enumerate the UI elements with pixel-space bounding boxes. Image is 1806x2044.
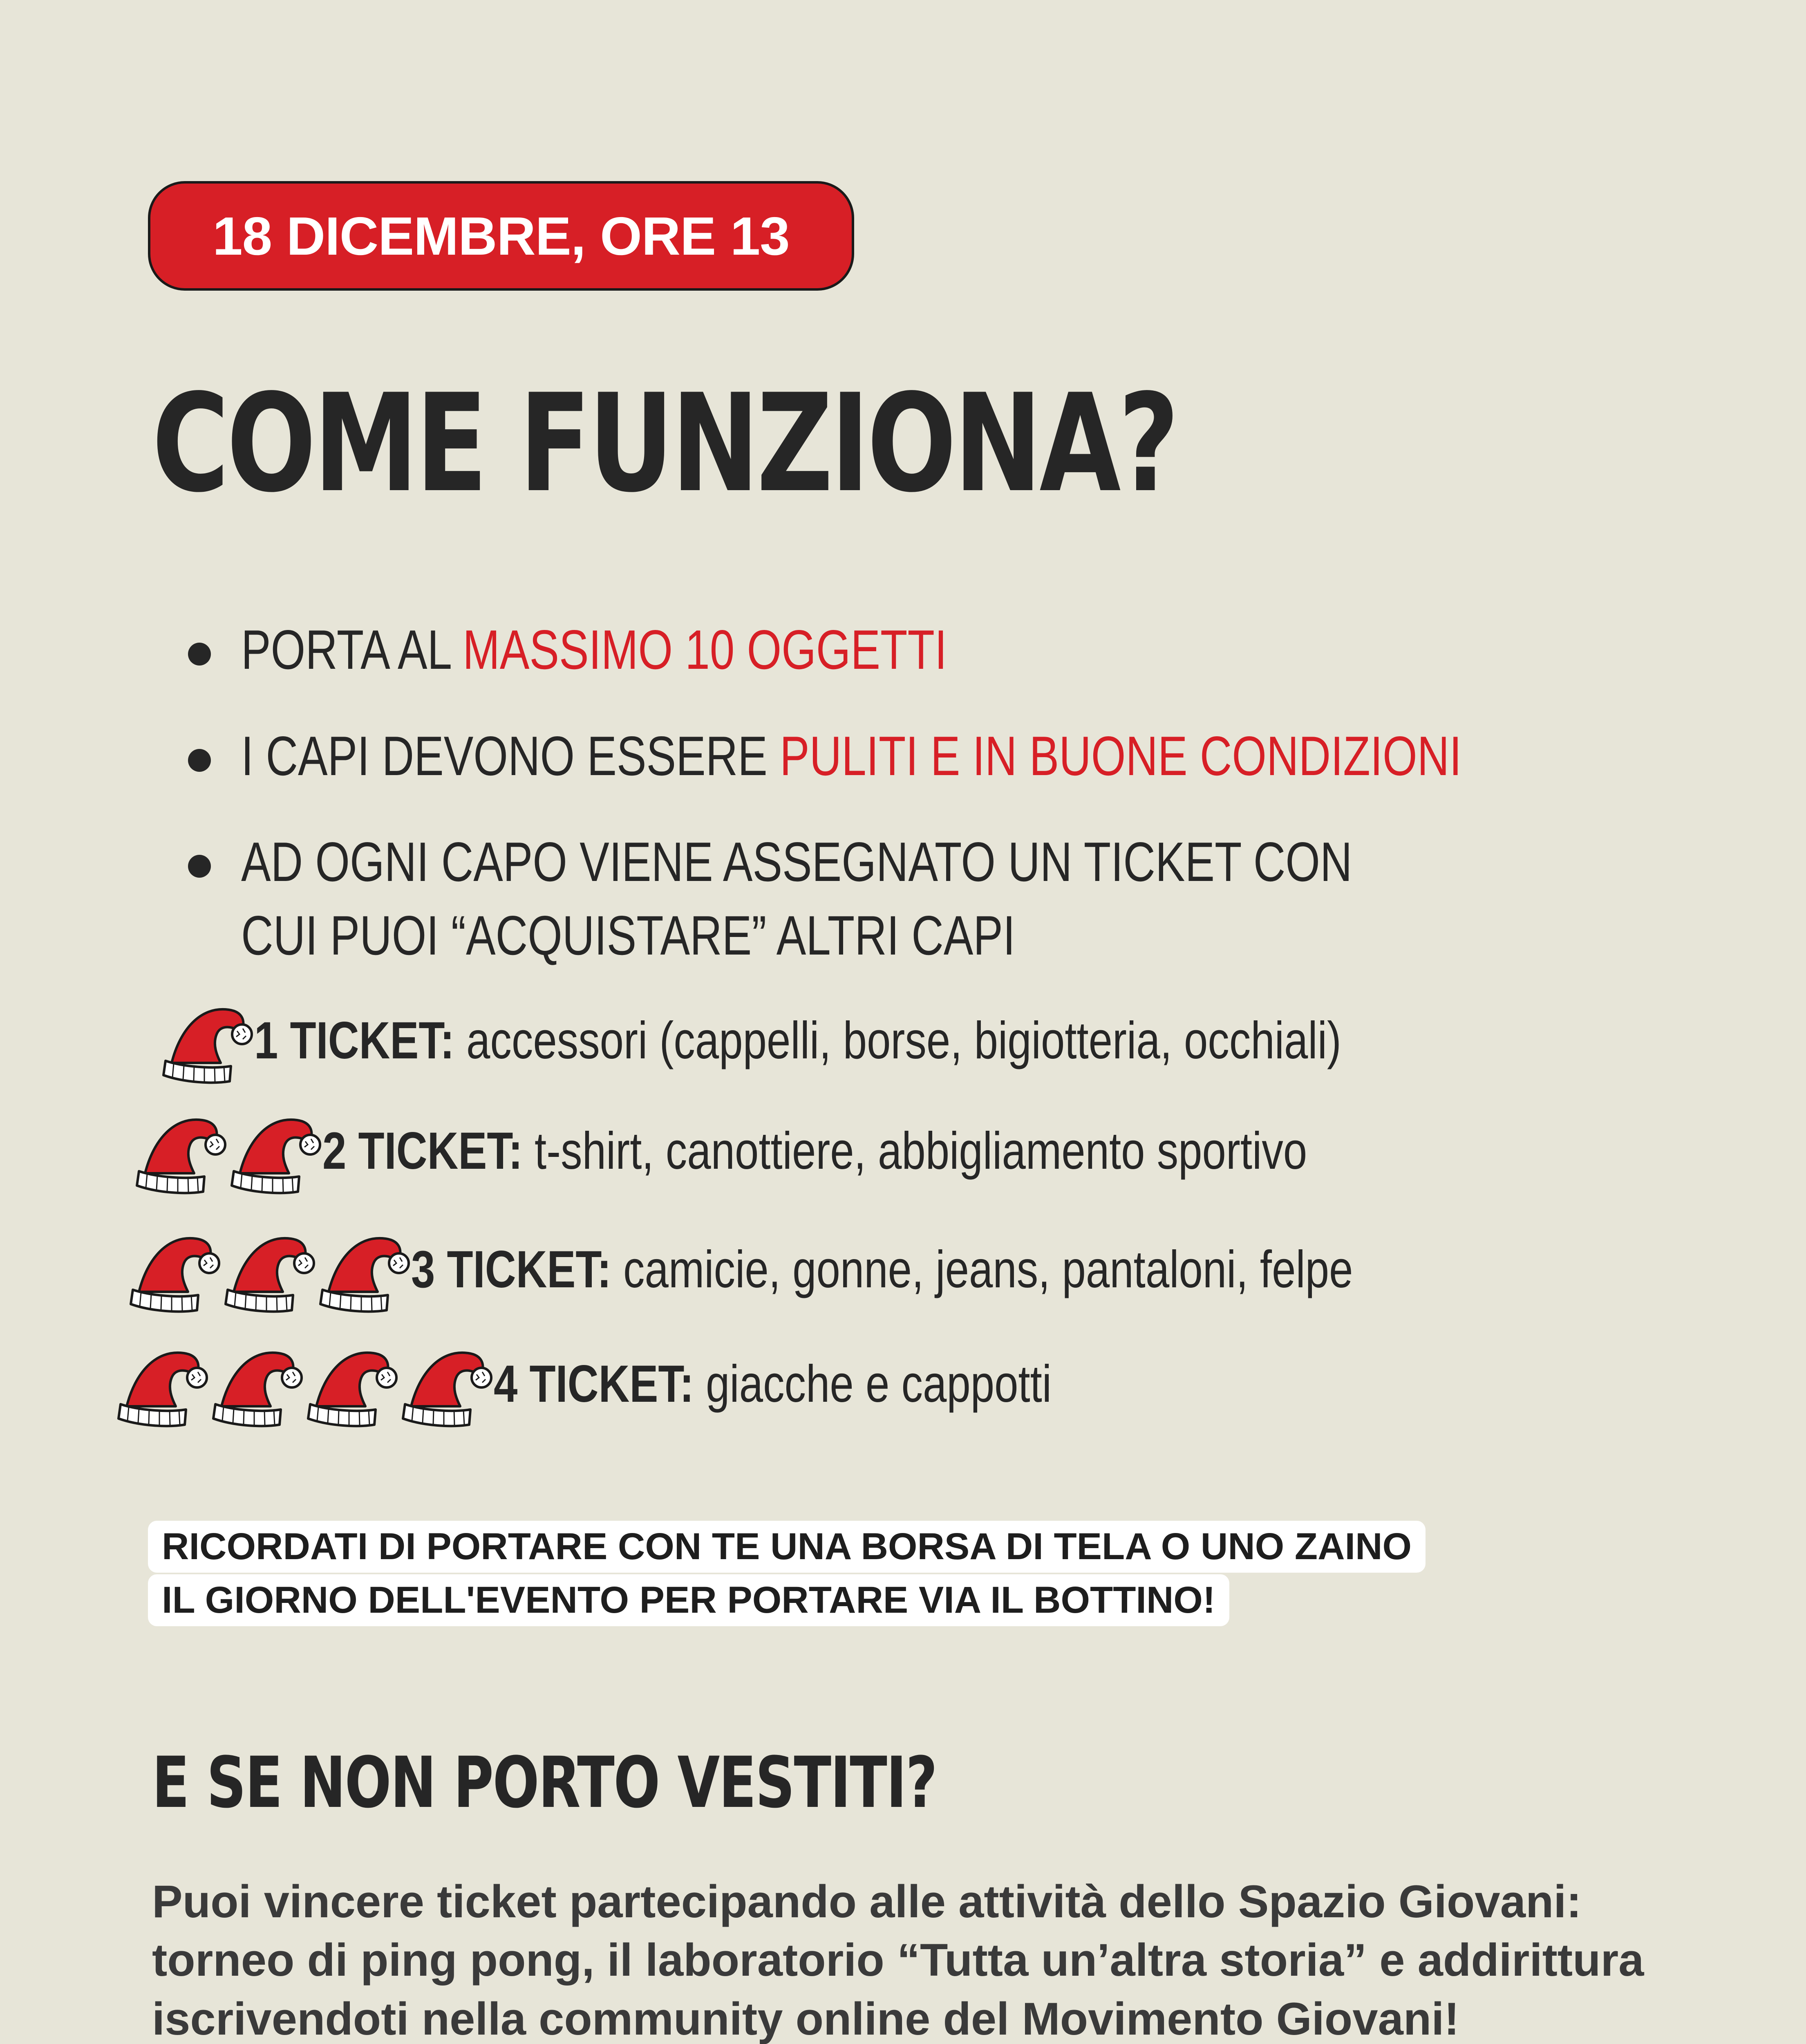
- rule-accent: MASSIMO 10 OGGETTI: [463, 619, 947, 681]
- santa-hat-icon: [224, 1104, 322, 1198]
- hat-group: [155, 993, 250, 1087]
- ticket-label: 1 TICKET:: [254, 1011, 454, 1070]
- ticket-items: accessori (cappelli, borse, bigiotteria, occhiali): [454, 1011, 1341, 1070]
- faq-question: E SE NON PORTO VESTITI?: [152, 1741, 937, 1824]
- ticket-label: 4 TICKET:: [494, 1354, 694, 1413]
- bullet-dot-icon: [188, 643, 211, 666]
- hat-group: [110, 1337, 490, 1431]
- rule-item: [188, 825, 1496, 972]
- rule-text: I CAPI DEVONO ESSERE: [241, 724, 780, 787]
- ticket-items: camicie, gonne, jeans, pantaloni, felpe: [611, 1240, 1353, 1299]
- hat-group: [123, 1222, 407, 1316]
- santa-hat-icon: [300, 1337, 398, 1431]
- ticket-items: giacche e cappotti: [694, 1354, 1052, 1413]
- santa-hat-icon: [205, 1337, 303, 1431]
- faq-answer: Puoi vincere ticket partecipando alle attività dello Spazio Giovani: torneo di ping pong, il laboratorio “Tutta un’altra storia” e addirittura iscrivendoti nella community online del Movimento Giovani!: [152, 1876, 1644, 2044]
- bullet-dot-icon: [188, 749, 211, 772]
- ticket-row-4: [110, 1337, 1174, 1431]
- event-date-text: 18 DICEMBRE, ORE 13: [213, 206, 790, 266]
- rule-item: [188, 719, 1496, 793]
- ticket-items: t-shirt, canottiere, abbigliamento sportivo: [522, 1121, 1307, 1180]
- reminder-line-1: RICORDATI DI PORTARE CON TE UNA BORSA DI TELA O UNO ZAINO: [148, 1521, 1426, 1573]
- santa-hat-icon: [110, 1337, 208, 1431]
- hat-group: [129, 1104, 318, 1198]
- reminder-line-2: IL GIORNO DELL'EVENTO PER PORTARE VIA IL BOTTINO!: [148, 1574, 1229, 1626]
- rule-item: [188, 613, 1496, 687]
- santa-hat-icon: [395, 1337, 493, 1431]
- ticket-row-2: [129, 1104, 1523, 1198]
- santa-hat-icon: [129, 1104, 227, 1198]
- bullet-dot-icon: [188, 855, 211, 878]
- ticket-label: 3 TICKET:: [411, 1240, 611, 1299]
- rule-accent: PULITI E IN BUONE CONDIZIONI: [780, 724, 1462, 787]
- event-date-badge: [148, 181, 854, 291]
- ticket-row-1: [155, 993, 1580, 1087]
- santa-hat-icon: [312, 1222, 410, 1316]
- santa-hat-icon: [155, 993, 253, 1087]
- rules-list: [188, 613, 1496, 1005]
- ticket-row-3: [123, 1222, 1560, 1316]
- rule-text: PORTA AL: [241, 619, 463, 681]
- rule-text: AD OGNI CAPO VIENE ASSEGNATO UN TICKET CON CUI PUOI “ACQUISTARE” ALTRI CAPI: [241, 831, 1352, 966]
- santa-hat-icon: [217, 1222, 316, 1316]
- ticket-label: 2 TICKET:: [322, 1121, 523, 1180]
- santa-hat-icon: [123, 1222, 221, 1316]
- reminder-note: [148, 1521, 1426, 1626]
- page-title: COME FUNZIONA?: [152, 365, 1177, 522]
